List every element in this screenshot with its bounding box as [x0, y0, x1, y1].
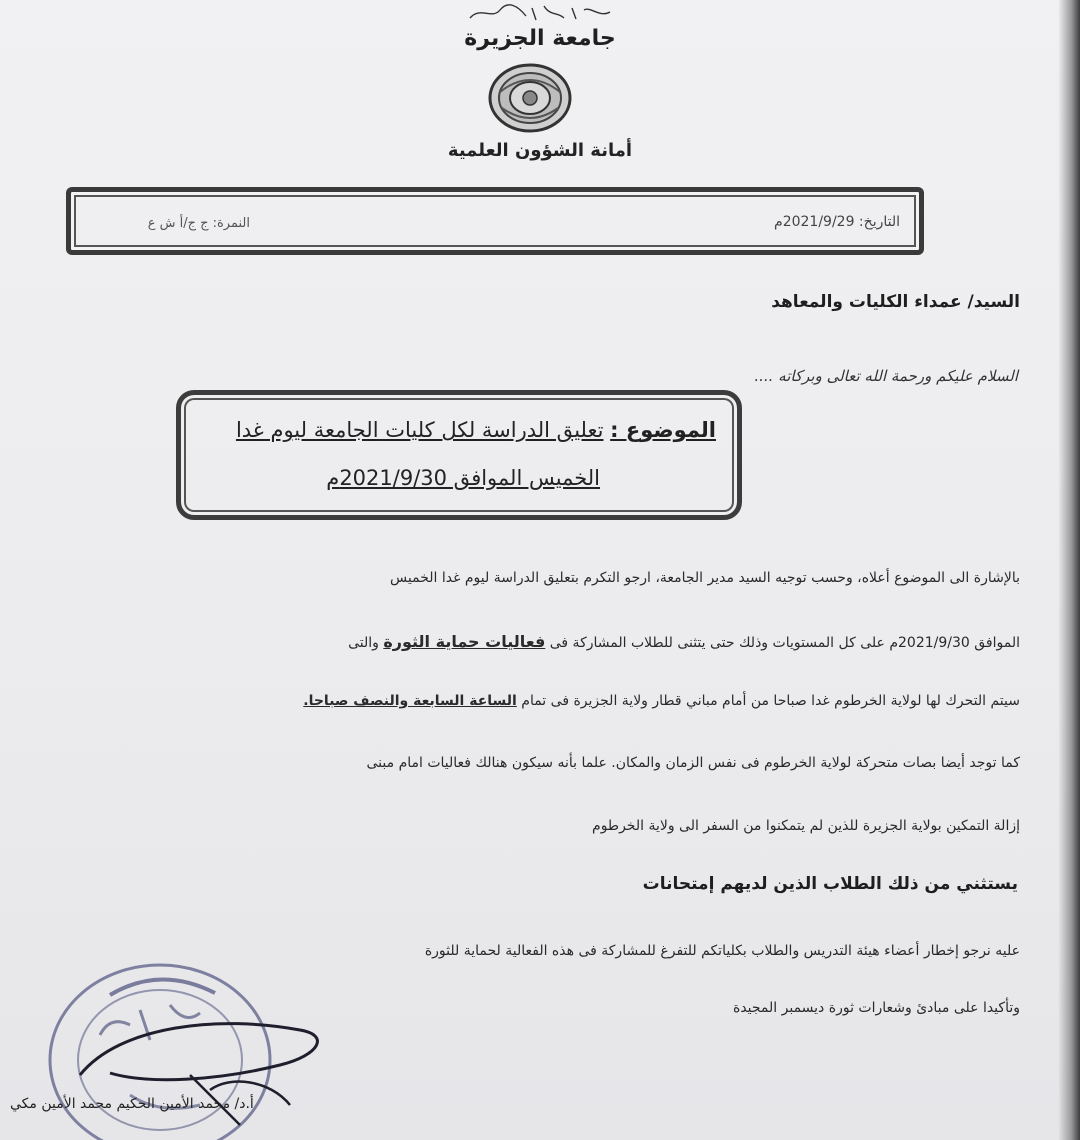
paragraph-2: [348, 632, 1020, 651]
paragraph-2-start: الموافق 2021/9/30م على كل المستويات وذلك حتى يتثنى للطلاب المشاركة فى: [549, 635, 1020, 651]
subject-line-2: الخميس الموافق 2021/9/30م: [326, 466, 600, 490]
paragraph-4: كما توجد أيضا بصات متحركة لولاية الخرطوم فى نفس الزمان والمكان. علما بأنه سيكون هنالك فعاليات امام مبنى: [366, 755, 1020, 771]
department-name: أمانة الشؤون العلمية: [447, 140, 633, 161]
greeting: السلام عليكم ورحمة الله تعالى وبركاته ....: [754, 367, 1018, 385]
paragraph-2-highlight: فعاليات حماية الثورة: [383, 632, 546, 651]
paragraph-6: عليه نرجو إخطار أعضاء هيئة التدريس والطلاب بكلياتكم للتفرغ للمشاركة فى هذه الفعالية لحماية للثورة: [424, 943, 1020, 959]
signature-name: أ.د/ محمد الأمين الحكيم محمد الأمين مكي: [10, 1096, 254, 1112]
subject-line-1: [200, 418, 716, 442]
exception-note: يستثني من ذلك الطلاب الذين لديهم إمتحانات: [642, 874, 1018, 894]
university-name: جامعة الجزيرة: [464, 26, 616, 51]
reference-number: النمرة: ج ج/أ ش ع: [147, 216, 250, 231]
page-edge-shadow: [1058, 0, 1080, 1140]
letter-date: التاريخ: 2021/9/29م: [774, 214, 900, 230]
paragraph-7: وتأكيدا على مبادئ وشعارات ثورة ديسمبر المجيدة: [732, 1000, 1020, 1016]
paragraph-2-end: والتى: [348, 635, 379, 651]
paragraph-3: [303, 693, 1020, 709]
paragraph-3-start: سيتم التحرك لها لولاية الخرطوم غدا صباحا من أمام مباني قطار ولاية الجزيرة فى تمام: [521, 693, 1020, 709]
university-stamp: [40, 955, 340, 1140]
paragraph-5: إزالة التمكين بولاية الجزيرة للذين لم يتمكنوا من السفر الى ولاية الخرطوم: [592, 818, 1020, 834]
calligraphy-header: [440, 2, 640, 24]
paragraph-3-highlight: الساعة السابعة والنصف صباحا.: [303, 693, 517, 709]
subject-label: الموضوع :: [610, 418, 716, 442]
subject-box: [176, 390, 742, 520]
university-emblem: [486, 62, 574, 134]
subject-text-1: تعليق الدراسة لكل كليات الجامعة ليوم غدا: [235, 418, 604, 442]
addressee: السيد/ عمداء الكليات والمعاهد: [771, 292, 1020, 312]
paragraph-1: بالإشارة الى الموضوع أعلاه، وحسب توجيه السيد مدير الجامعة، ارجو التكرم بتعليق الدراسة ليوم غدا الخميس: [390, 570, 1020, 586]
